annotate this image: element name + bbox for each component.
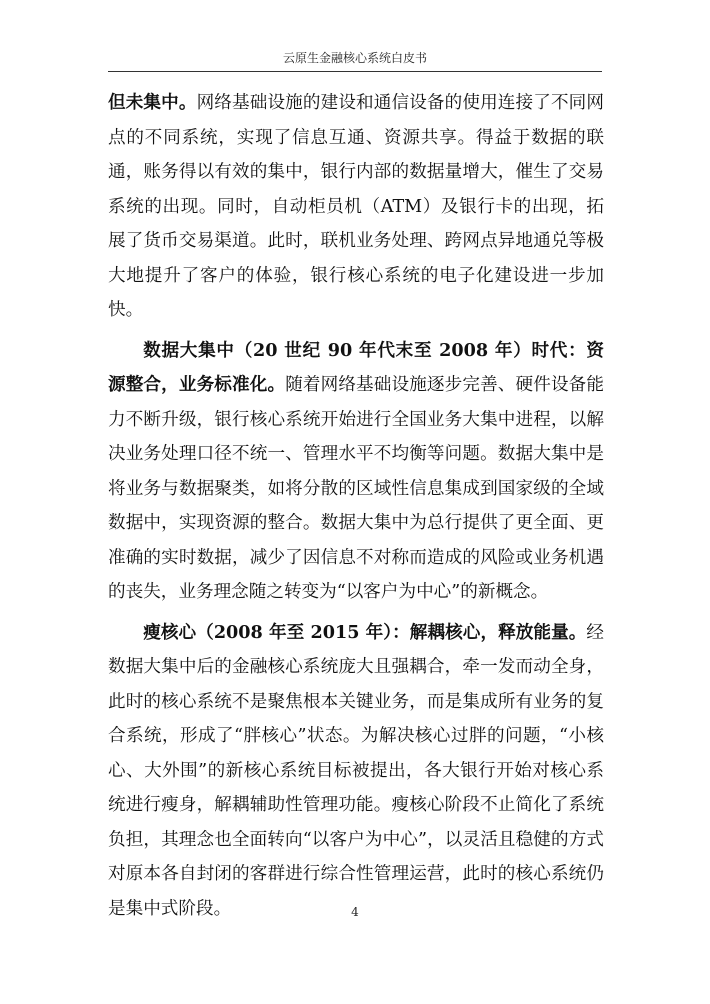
running-header: 云原生金融核心系统白皮书 xyxy=(282,51,427,65)
paragraph-continuation xyxy=(108,86,604,328)
paragraph-text: 随着网络基础设施逐步完善、硬件设备能力不断升级，银行核心系统开始进行全国业务大集中进程，以解决业务处理口径不统一、管理水平不均衡等问题。数据大集中是将业务与数据聚类，如将分散的区域性信息集成到国家级的全域数据中，实现资源的整合。数据大集中为总行提供了更全面、更准确的实时数据，减少了因信息不对称而造成的风险或业务机遇的丧失，业务理念随之转变为“以客户为中心”的新概念。 xyxy=(108,375,604,602)
page-number: 4 xyxy=(351,905,359,919)
paragraph-thin-core xyxy=(108,616,604,927)
document-body xyxy=(108,86,604,932)
paragraph-text: 经数据大集中后的金融核心系统庞大且强耦合，牵一发而动全身，此时的核心系统不是聚焦根本关键业务，而是集成所有业务的复合系统，形成了“胖核心”状态。为解决核心过胖的问题，“小核心、大外围”的新核心系统目标被提出，各大银行开始对核心系统进行瘦身，解耦辅助性管理功能。瘦核心阶段不止简化了系统负担，其理念也全面转向“以客户为中心”，以灵活且稳健的方式对原本各自封闭的客群进行综合性管理运营，此时的核心系统仍是集中式阶段。 xyxy=(108,622,604,919)
paragraph-lead: 数据大集中（20 世纪 90 年代末至 2008 年）时代：资源整合，业务标准化。 xyxy=(108,339,604,395)
paragraph-lead: 瘦核心（2008 年至 2015 年）：解耦核心，释放能量。 xyxy=(143,621,587,643)
header-divider xyxy=(108,71,602,72)
paragraph-text: 网络基础设施的建设和通信设备的使用连接了不同网点的不同系统，实现了信息互通、资源共享。得益于数据的联通，账务得以有效的集中，银行内部的数据量增大，催生了交易系统的出现。同时，自动柜员机（ATM）及银行卡的出现，拓展了货币交易渠道。此时，联机业务处理、跨网点异地通兑等极大地提升了客户的体验，银行核心系统的电子化建设进一步加快。 xyxy=(108,93,604,320)
paragraph-data-centralization xyxy=(108,334,604,610)
paragraph-lead: 但未集中。 xyxy=(108,92,197,113)
